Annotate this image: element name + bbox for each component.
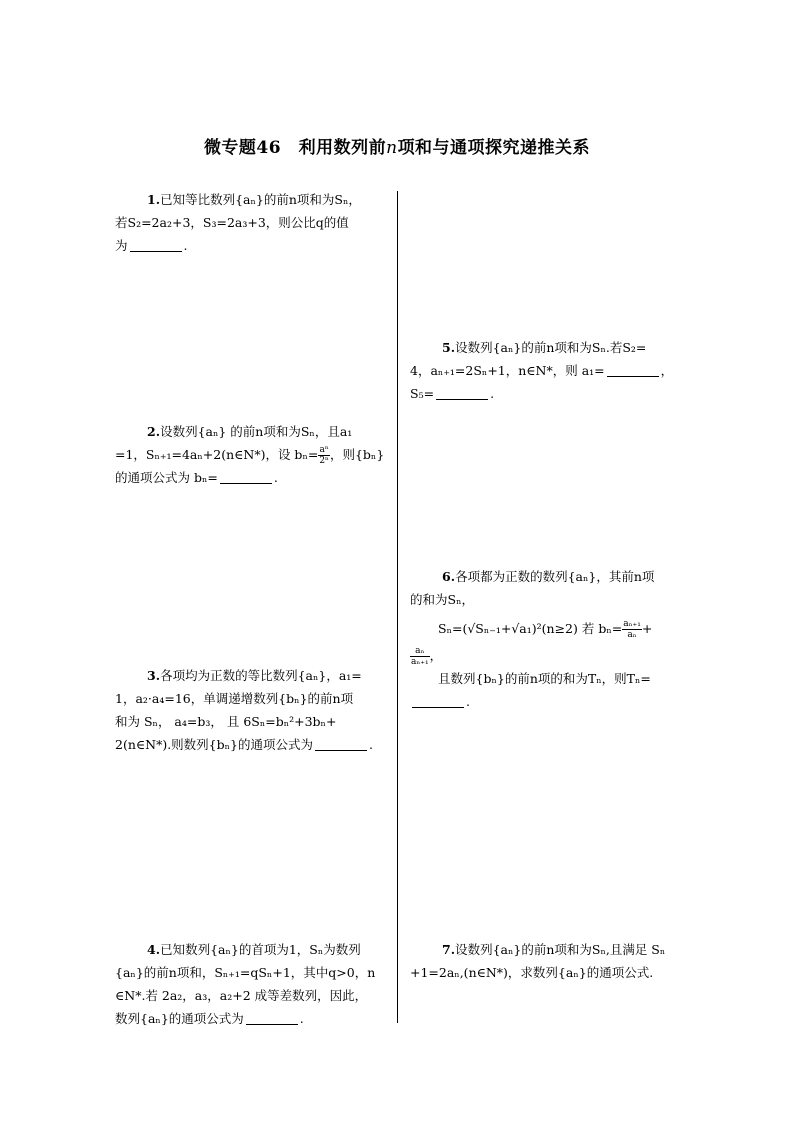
- problem-text: 数列{aₙ}的通项公式为: [115, 1011, 244, 1026]
- problem-text: 已知等比数列{aₙ}的前n项和为Sₙ，: [160, 192, 361, 207]
- problem-text: =1，Sₙ₊₁=4aₙ+2(n∈N*)，设 bₙ=: [115, 447, 319, 462]
- problem-text: 各项均为正数的等比数列{aₙ}，a₁=: [160, 668, 362, 683]
- problem-text: 设数列{aₙ}的前n项和为Sₙ,且满足 Sₙ: [455, 942, 666, 957]
- problem-number: 5.: [442, 340, 456, 355]
- problem-text: 的通项公式为 bₙ=: [115, 470, 218, 485]
- problem-text: .: [299, 1011, 304, 1026]
- problem-text: .: [466, 694, 470, 709]
- answer-blank[interactable]: [246, 1010, 298, 1025]
- problem-6: [410, 565, 684, 713]
- problem-text: .: [183, 238, 188, 253]
- fraction: [410, 646, 430, 667]
- problem-text: +: [641, 621, 653, 636]
- problem-number: 3.: [147, 668, 161, 683]
- problem-text: ，: [660, 363, 674, 378]
- problem-text: 设数列{aₙ} 的前n项和为Sₙ，且a₁: [160, 424, 353, 439]
- answer-blank[interactable]: [220, 469, 272, 484]
- problem-2: [115, 420, 387, 489]
- fraction-numerator: aₙ₊₁: [623, 619, 641, 629]
- answer-blank[interactable]: [436, 385, 488, 400]
- problem-text: 各项都为正数的数列{aₙ}，其前n项: [455, 569, 655, 584]
- problem-text: 4，aₙ₊₁=2Sₙ+1，n∈N*，则 a₁=: [410, 363, 605, 378]
- problem-number: 2.: [147, 424, 161, 439]
- answer-blank[interactable]: [607, 362, 659, 377]
- problem-text: ，: [429, 648, 443, 663]
- fraction: [622, 619, 642, 640]
- problem-text: 已知数列{aₙ}的首项为1，Sₙ为数列: [160, 942, 361, 957]
- fraction: [318, 445, 330, 466]
- fraction-numerator: aⁿ: [319, 445, 329, 455]
- answer-blank[interactable]: [315, 736, 367, 751]
- fraction-denominator: aₙ₊₁: [411, 657, 429, 667]
- answer-blank[interactable]: [412, 693, 464, 708]
- problem-number: 6.: [442, 569, 456, 584]
- fraction-numerator: aₙ: [410, 646, 430, 657]
- problem-text: 的和为Sₙ，: [410, 592, 474, 607]
- answer-blank[interactable]: [130, 237, 182, 252]
- problem-text: +1=2aₙ,(n∈N*)，求数列{aₙ}的通项公式.: [410, 965, 654, 980]
- problem-text: 设数列{aₙ}的前n项和为Sₙ.若S₂=: [455, 340, 647, 355]
- problem-3: [115, 664, 387, 756]
- problem-number: 7.: [442, 942, 456, 957]
- problem-number: 4.: [147, 942, 161, 957]
- problem-text: 2(n∈N*).则数列{bₙ}的通项公式为: [115, 737, 313, 752]
- problem-text: 和为 Sₙ， a₄=b₃， 且 6Sₙ=bₙ²+3bₙ+: [115, 714, 337, 729]
- problem-text: S₅=: [410, 386, 435, 401]
- title-italic-n: n: [386, 138, 398, 158]
- problem-text: 若S₂=2a₂+3，S₃=2a₃+3，则公比q的值: [115, 215, 349, 230]
- problem-7: [410, 938, 684, 984]
- problem-1: [115, 188, 387, 257]
- problem-text: 且数列{bₙ}的前n项的和为Tₙ，则Tₙ=: [438, 671, 651, 686]
- problem-text: 为: [115, 238, 128, 253]
- page-title: [0, 133, 794, 158]
- problem-text: .: [273, 470, 278, 485]
- problem-text: ，则{bₙ}: [329, 447, 385, 462]
- problem-text: .: [369, 737, 373, 752]
- problem-text: 1，a₂·a₄=16，单调递增数列{bₙ}的前n项: [115, 691, 354, 706]
- problem-text: {aₙ}的前n项和，Sₙ₊₁=qSₙ+1，其中q>0，n: [115, 965, 376, 980]
- problem-5: [410, 336, 684, 405]
- fraction-denominator: aₙ: [627, 630, 637, 640]
- problem-text: Sₙ=(√Sₙ₋₁+√a₁)²(n≥2) 若 bₙ=: [438, 621, 623, 636]
- fraction-denominator: 2ⁿ: [319, 456, 329, 466]
- problem-text: ∈N*.若 2a₂，a₃，a₂+2 成等差数列，因此，: [115, 988, 368, 1003]
- title-prefix: 微专题46 利用数列前: [203, 138, 387, 158]
- title-suffix: 项和与通项探究递推关系: [397, 138, 591, 158]
- problem-text: .: [490, 386, 495, 401]
- column-divider: [397, 191, 398, 1023]
- problem-4: [115, 938, 387, 1030]
- problem-number: 1.: [147, 192, 161, 207]
